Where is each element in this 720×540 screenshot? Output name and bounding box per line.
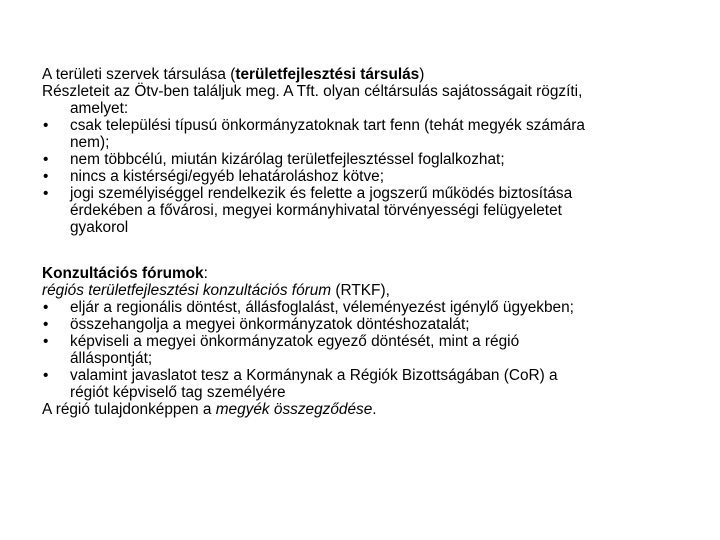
bullet-text-line: jogi személyiséggel rendelkezik és felette a jogszerű működés biztosítása: [70, 185, 573, 202]
section2-closing-italic: megyék összegződése: [215, 401, 373, 418]
section2-subheading-italic: régiós területfejlesztési konzultációs fórum: [42, 282, 332, 299]
bullet-text-line: gyakorol: [70, 219, 129, 236]
section1-bullet-4: [42, 185, 682, 236]
bullet-text-line: nem);: [70, 134, 110, 151]
section2-bullet-2: [42, 316, 682, 333]
section1-bullet-3: [42, 168, 682, 185]
bullet-marker: •: [43, 117, 49, 134]
bullet-marker: •: [43, 299, 49, 316]
bullet-text-line: nem többcélú, miután kizárólag területfejlesztéssel foglalkozhat;: [70, 151, 505, 168]
section1-intro-continuation: amelyet:: [70, 100, 129, 117]
section2-bullet-3: [42, 333, 682, 367]
bullet-text-line: érdekében a fővárosi, megyei kormányhivatal törvényességi felügyeletet: [70, 202, 562, 219]
bullet-text-line: összehangolja a megyei önkormányzatok döntéshozatalát;: [70, 316, 470, 333]
slide-body: [42, 66, 682, 418]
bullet-marker: •: [43, 316, 49, 333]
section1-heading-bold: területfejlesztési társulás: [235, 66, 420, 83]
section1-intro: Részleteit az Ötv-ben találjuk meg. A Tft. olyan céltársulás sajátosságait rögzíti,: [42, 83, 583, 100]
bullet-marker: •: [43, 367, 49, 384]
section-spacer: [42, 236, 682, 265]
section1-bullet-2: [42, 151, 682, 168]
section2-heading: Konzultációs fórumok:: [42, 265, 208, 282]
bullet-text-line: nincs a kistérségi/egyéb lehatároláshoz kötve;: [70, 168, 384, 185]
bullet-text-line: álláspontját;: [70, 350, 153, 367]
section1-bullet-1: [42, 117, 682, 151]
bullet-marker: •: [43, 151, 49, 168]
section2-heading-bold: Konzultációs fórumok: [42, 265, 204, 282]
bullet-text-line: eljár a regionális döntést, állásfoglalást, véleményezést igénylő ügyekben;: [70, 299, 574, 316]
bullet-marker: •: [43, 333, 49, 350]
section2-closing: A régió tulajdonképpen a megyék összegződése.: [42, 401, 377, 418]
bullet-marker: •: [43, 185, 49, 202]
bullet-marker: •: [43, 168, 49, 185]
bullet-text-line: régiót képviselő tag személyére: [70, 384, 286, 401]
bullet-text-line: valamint javaslatot tesz a Kormánynak a Régiók Bizottságában (CoR) a: [70, 367, 558, 384]
section1-heading: A területi szervek társulása (területfejlesztési társulás): [42, 66, 425, 83]
section2-bullet-1: [42, 299, 682, 316]
section2-bullet-4: [42, 367, 682, 401]
bullet-text-line: csak települési típusú önkormányzatoknak tart fenn (tehát megyék számára: [70, 117, 585, 134]
bullet-text-line: képviseli a megyei önkormányzatok egyező döntését, mint a régió: [70, 333, 520, 350]
section2-subheading: régiós területfejlesztési konzultációs fórum (RTKF),: [42, 282, 390, 299]
